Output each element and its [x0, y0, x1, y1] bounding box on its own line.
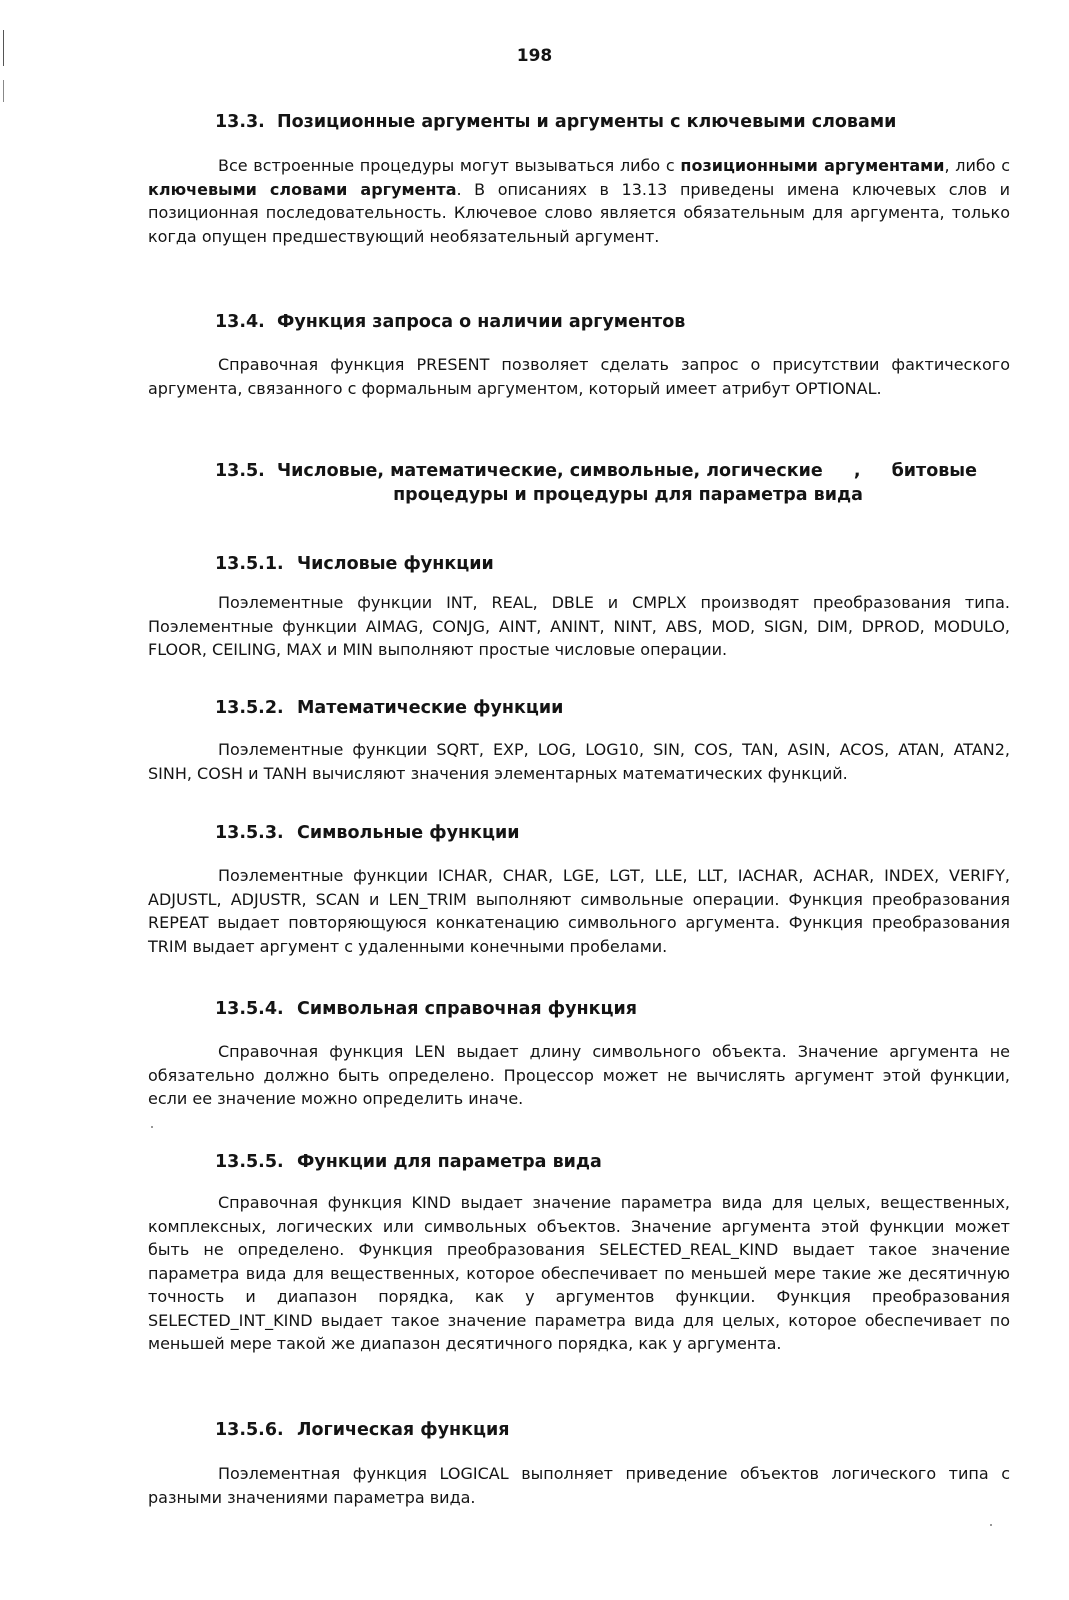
section-title: Числовые функции	[297, 554, 494, 574]
section-heading-13-5	[215, 461, 977, 505]
heading-line	[215, 461, 977, 481]
section-number: 13.5.5.	[215, 1152, 284, 1172]
section-number: 13.5.2.	[215, 698, 284, 718]
section-title-end: битовые	[891, 461, 977, 481]
section-paragraph: Все встроенные процедуры могут вызываться либо с позиционными аргументами, либо с ключевыми словами аргумента. В описаниях в 13.13 приведены имена ключевых слов и позиционная последовательность. Ключевое слово является обязательным для аргумента, только когда опущен предшествующий необязательный аргумент.	[148, 156, 1011, 246]
bold-term: позиционными аргументами	[680, 156, 945, 175]
section-paragraph: Поэлементная функция LOGICAL выполняет приведение объектов логического типа с разными значениями параметра вида.	[148, 1464, 1010, 1507]
section-paragraph: Поэлементные функции ICHAR, CHAR, LGE, LGT, LLE, LLT, IACHAR, ACHAR, INDEX, VERIFY, ADJUSTL, ADJUSTR, SCAN и LEN_TRIM выполняют символьные операции. Функция преобразования REPEAT выдает повторяющуюся конкатенацию символьного аргумента. Функция преобразования TRIM выдает аргумент с удаленными конечными пробелами.	[148, 866, 1010, 956]
section-number: 13.5.3.	[215, 823, 284, 843]
scan-speck	[990, 1524, 992, 1526]
section-title: Числовые, математические, символьные, логические	[277, 461, 823, 481]
heading-separator: ,	[853, 461, 861, 481]
section-title: Символьные функции	[297, 823, 520, 843]
section-number: 13.3.	[215, 112, 265, 132]
section-heading-13-5-3	[215, 823, 520, 843]
section-number: 13.5.6.	[215, 1420, 284, 1440]
section-heading-13-3	[215, 112, 896, 132]
section-heading-13-5-4	[215, 999, 637, 1019]
section-paragraph: Поэлементные функции SQRT, EXP, LOG, LOG10, SIN, COS, TAN, ASIN, ACOS, ATAN, ATAN2, SINH, COSH и TANH вычисляют значения элементарных математических функций.	[148, 740, 1010, 783]
section-number: 13.5.1.	[215, 554, 284, 574]
section-paragraph: Справочная функция PRESENT позволяет сделать запрос о присутствии фактического аргумента, связанного с формальным аргументом, который имеет атрибут OPTIONAL.	[148, 355, 1010, 398]
page-number: 198	[516, 46, 553, 66]
scan-edge-mark	[3, 80, 4, 102]
section-number: 13.4.	[215, 312, 265, 332]
section-paragraph: Поэлементные функции INT, REAL, DBLE и CMPLX производят преобразования типа. Поэлементные функции AIMAG, CONJG, AINT, ANINT, NINT, ABS, MOD, SIGN, DIM, DPROD, MODULO, FLOOR, CEILING, MAX и MIN выполняют простые числовые операции.	[148, 593, 1010, 659]
section-heading-13-5-1	[215, 554, 494, 574]
section-title: Логическая функция	[297, 1420, 510, 1440]
section-heading-13-5-5	[215, 1152, 602, 1172]
section-number: 13.5.4.	[215, 999, 284, 1019]
section-heading-13-5-2	[215, 698, 563, 718]
section-title-line2: процедуры и процедуры для параметра вида	[393, 485, 863, 505]
section-number: 13.5.	[215, 461, 265, 481]
section-title: Символьная справочная функция	[297, 999, 637, 1019]
section-paragraph: Справочная функция KIND выдает значение параметра вида для целых, вещественных, комплексных, логических или символьных объектов. Значение аргумента этой функции может быть не определено. Функция преобразования SELECTED_REAL_KIND выдает такое значение параметра вида для вещественных, которое обеспечивает по меньшей мере такие же десятичную точность и диапазон порядка, как у аргументов функции. Функция преобразования SELECTED_INT_KIND выдает такое значение параметра вида для целых, которое обеспечивает по меньшей мере такой же диапазон десятичного порядка, как у аргумента.	[148, 1193, 1010, 1353]
section-heading-13-4	[215, 312, 685, 332]
section-title: Функция запроса о наличии аргументов	[277, 312, 686, 332]
section-title: Математические функции	[297, 698, 564, 718]
bold-term: ключевыми словами аргумента	[148, 179, 457, 199]
section-title: Функции для параметра вида	[297, 1152, 602, 1172]
scan-speck	[151, 1126, 153, 1128]
section-paragraph: Справочная функция LEN выдает длину символьного объекта. Значение аргумента не обязательно должно быть определено. Процессор может не вычислять аргумент этой функции, если ее значение можно определить иначе.	[148, 1042, 1010, 1108]
section-heading-13-5-6	[215, 1420, 509, 1440]
section-title: Позиционные аргументы и аргументы с ключевыми словами	[277, 112, 897, 132]
